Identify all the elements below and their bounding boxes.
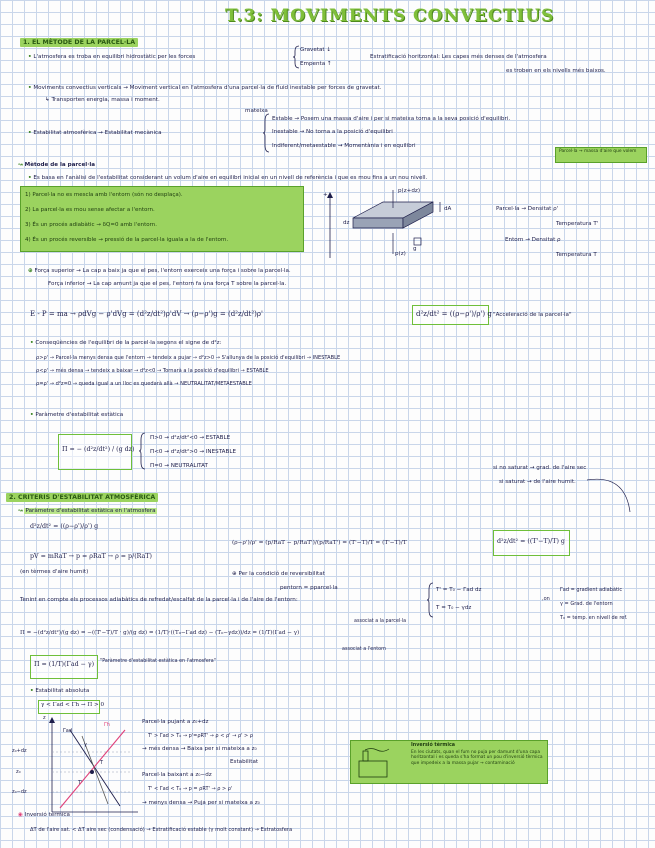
- graph-z0-minus-dz: z₀−dz: [12, 789, 27, 795]
- density-chain: (ρ−ρ')/ρ' = (p/RaT − p/RaT')/(p/RaT') = (T'−T)/T = (T'−T)/T: [232, 540, 407, 546]
- graph-z0: z₀: [16, 769, 21, 775]
- parcel-temperature: Temperatura T': [556, 221, 599, 227]
- assumption-item: 2) La parcel·la es mou sense afectar a l'entorn.: [25, 207, 155, 213]
- stratification-result: Estratificació horitzontal: Les capes més denses de l'atmosfera: [370, 54, 547, 60]
- assoc-parcel: associat a la parcel·la: [354, 619, 407, 624]
- newton-equation: E - P = ma → ρdVg − ρ'dVg = (d²z/dt²)ρ'dV → (ρ−ρ')g = (d²z/dt²)ρ': [30, 310, 263, 318]
- acceleration-label: "Acceleració de la parcel·la": [493, 312, 572, 318]
- lower-force-line: Força inferior → La cap amunt ja que el pes, l'entorn fa una força T sobre la parcel·la.: [48, 281, 287, 287]
- abs-line: → menys densa → Puja per si mateixa a z₀: [142, 800, 260, 806]
- graph-T-prime: T': [78, 780, 83, 786]
- assumption-item: 1) Parcel·la no es mescla amb l'entorn (són no desplaça).: [25, 192, 183, 198]
- pressure-equality: pentorn = pparcel·la: [280, 585, 338, 591]
- hydrostatic-text: L'atmosfera es troba en equilibri hidrostàtic per les forces: [33, 54, 196, 60]
- dz-label: dz: [343, 220, 350, 226]
- parameter-heading-text: Paràmetre d'estabilitat estàtica: [35, 412, 124, 418]
- consequence-neutral: ρ=ρ' → d²z=0 → queda igual a un lloc es quedarà allà → NEUTRALITAT/METAESTABLE: [36, 381, 252, 387]
- graph-gamma-ad: Γad: [63, 728, 73, 734]
- inversion-box: [350, 740, 548, 784]
- assumptions-box: [20, 186, 304, 252]
- stability-line: • Estabilitat atmosfèrica → Estabilitat mecànica: [28, 130, 162, 136]
- upper-force-text: Força superior → La cap a baix ja que el pes, l'entorn exerceix una força i sobre la parcel·la.: [34, 268, 291, 274]
- bottom-pressure-label: p(z): [395, 251, 406, 257]
- eq-accel-left: d²z/dt² = ((ρ−ρ')/ρ') g: [30, 523, 99, 530]
- ideal-gas-note: (en tèrmes d'aire humit): [20, 569, 89, 575]
- top-pressure-label: p(z+dz): [398, 188, 421, 194]
- parcel-badge: [555, 147, 647, 163]
- consequence-stable: ρ<ρ' → més densa → tendeix a baixar → d²z<0 → Tornarà a la posició d'equilibri → ESTABLE: [36, 368, 269, 374]
- graph-z-axis: z: [43, 715, 46, 721]
- parameter-heading: • Paràmetre d'estabilitat estàtica: [30, 412, 124, 418]
- assumption-item: 4) És un procés reversible → pressió de la parcel·la iguala a la de l'entorn.: [25, 237, 229, 243]
- param-note-dry: si no saturat → grad. de l'aire sec: [493, 465, 587, 471]
- graph-gamma: γ: [84, 742, 87, 748]
- inversion-heading: ◉ Inversió tèrmica: [18, 812, 70, 818]
- page-title: T.3: MOVIMENTS CONVECTIUS: [225, 6, 555, 26]
- arrow-curve-icon: [585, 474, 635, 514]
- gamma-env-def: γ = Grad. de l'entorn: [560, 601, 613, 607]
- assumption-item: 3) És un procés adiabàtic → δQ=0 amb l'entorn.: [25, 222, 158, 228]
- force-gravity: Gravetat ↓: [300, 47, 332, 53]
- inversion-box-text: En les ciutats, quan el fum no puja per damunt d'una capa horitzontal i es queda s'ha format un pou d'inversió tèrmica que impedeix a la massa pujar → contaminació: [411, 750, 543, 766]
- brace-icon: [292, 45, 300, 69]
- hydrostatic-line: • L'atmosfera es troba en equilibri hidrostàtic per les forces: [28, 54, 196, 60]
- unstable-option: Inestable → No torna a la posició d'equilibri: [272, 129, 393, 135]
- stratification-result-2: es troben en els nivells més baixos.: [506, 68, 606, 74]
- consequence-unstable: ρ>ρ' → Parcel·la menys densa que l'entorn → tendeix a pujar → d²z>0 → S'allunya de la posició d'equilibri → INESTABLE: [36, 355, 341, 361]
- parameter-formula: Π = − (d²z/dt²) / (g dz): [62, 446, 135, 453]
- gravity-label: g: [413, 246, 417, 252]
- section-2-heading: 2. CRITERIS D'ESTABILITAT ATMOSFÈRICA: [6, 493, 158, 502]
- stability-text: Estabilitat atmosfèrica → Estabilitat mecànica: [33, 130, 162, 136]
- pi-result-label: "Paràmetre d'estabilitat estàtica en l'atmosfera": [100, 659, 216, 664]
- abs-line: T' > Γad > T₀ → p'=ρRT' → ρ < ρ' → ρ' > ρ: [148, 733, 253, 739]
- neutral-option: Indiferent/metaestable → Momentània i en equilibri: [272, 143, 416, 149]
- t0-def: T₀ = temp. en nivell de ref.: [560, 615, 628, 621]
- parcel-density: Parcel·la → Densitat ρ': [496, 206, 559, 212]
- abs-line: T' < Γad < T₀ → p = ρRT' → ρ > ρ': [148, 786, 233, 792]
- parcel-temperature-eq: T' = T₀ − Γad dz: [436, 587, 482, 593]
- inversion-line: ΔT de l'aire sat. < ΔT aire sec (condensació) → Estratificació estable (γ molt constant) → Estratosfera: [30, 827, 293, 833]
- param-case-stable: Π>0 → d²z/dt²<0 → ESTABLE: [150, 435, 231, 441]
- environment-density: Entorn → Densitat ρ: [505, 237, 561, 243]
- pi-result-formula: Π = (1/T)(Γad − γ): [34, 661, 95, 668]
- factory-icon: [355, 747, 391, 779]
- section-2-sub: ↝ Paràmetre d'estabilitat estàtica en l'atmosfera: [18, 508, 156, 514]
- absolute-heading-text: Estabilitat absoluta: [35, 688, 90, 694]
- inversion-box-title: Inversió tèrmica: [411, 743, 456, 748]
- absolute-condition: γ < Γad < Γh → Π > 0: [41, 702, 105, 708]
- graph-gamma-h: Γh: [104, 722, 110, 728]
- upper-force-line: ⊕ Força superior → La cap a baix ja que el pes, l'entorn exerceix una força i sobre la parcel·la.: [28, 268, 291, 274]
- method-heading-text: Mètode de la parcel·la: [24, 162, 96, 168]
- up-label: +: [323, 192, 328, 198]
- graph-T: T: [100, 760, 104, 766]
- transport-line: ↳ Transporten energia, massa i moment.: [45, 97, 160, 103]
- reversibility-text: Per la condició de reversibilitat: [238, 571, 325, 577]
- assoc-environment: associat a l'entorn: [342, 647, 387, 652]
- abs-line: Parcel·la pujant a z₀+dz: [142, 719, 209, 725]
- parcel-badge-text: Parcel·la → massa d'aire que volem: [559, 149, 637, 154]
- graph-z0-plus-dz: z₀+dz: [12, 748, 27, 754]
- param-case-neutral: Π=0 → NEUTRALITAT: [150, 463, 208, 469]
- temperature-accel-formula: d²z/dt² = ((T'−T)/T) g: [497, 538, 565, 545]
- inversion-heading-text: Inversió tèrmica: [24, 812, 70, 818]
- adiabatic-line: Tenint en compte els processos adiabàtics de refredat/escalfat de la parcel·la i de l'aire de l'entorn:: [20, 597, 298, 603]
- method-text: Es basa en l'anàlisi de l'estabilitat considerant un volum d'aire en equilibri inicial en un nivell de referència i que es mou fins a un nou nivell.: [33, 175, 428, 181]
- stability-word: mateixa: [245, 108, 268, 114]
- stable-option: Estable → Posem una massa d'aire i per si mateixa torna a la seva posició d'equilibri.: [272, 116, 511, 122]
- reversibility-note: ⊕ Per la condició de reversibilitat: [232, 571, 325, 577]
- consequences-heading: • Conseqüències de l'equilibri de la parcel·la segons el signe de d²z:: [30, 340, 222, 346]
- param-note-saturated: si saturat → de l'aire humit.: [499, 479, 576, 485]
- parcel-diagram: [318, 188, 468, 260]
- convective-text: Moviments convectius verticals → Moviment vertical en l'atmosfera d'una parcel·la de fluid inestable per forces de gravetat.: [33, 85, 382, 91]
- pi-derivation: Π = −(d²z/dt²)/(g dz) = −((T'−T)/T · g)/(g dz) = (1/T)·((T₀−Γad dz) − (T₀−γdz))/dz = (1/T)(Γad − γ): [20, 630, 300, 636]
- abs-line: Estabilitat: [230, 759, 259, 765]
- abs-line: → més densa → Baixa per si mateixa a z₀: [142, 746, 257, 752]
- dA-label: dA: [444, 206, 452, 212]
- convective-line: • Moviments convectius verticals → Moviment vertical en l'atmosfera d'una parcel·la de fluid inestable per forces de gravetat.: [28, 85, 382, 91]
- section-1-heading: 1. EL MÈTODE DE LA PARCEL·LA: [20, 38, 138, 47]
- ideal-gas-equation: pV = mRaT → p = ρRaT → ρ = p/(RaT): [30, 553, 152, 560]
- acceleration-formula: d²z/dt² = ((ρ−ρ')/ρ') g: [416, 310, 492, 318]
- absolute-heading: • Estabilitat absoluta: [30, 688, 90, 694]
- abs-line: Parcel·la baixant a z₀−dz: [142, 772, 212, 778]
- brace-icon: [262, 113, 270, 153]
- environment-temperature-eq: T = T₀ − γdz: [436, 605, 472, 611]
- param-case-unstable: Π<0 → d²z/dt²>0 → INESTABLE: [150, 449, 237, 455]
- force-buoyancy: Empenta ↑: [300, 61, 332, 67]
- environment-temperature: Temperatura T: [556, 252, 597, 258]
- brace-icon: [138, 432, 146, 470]
- method-line: • Es basa en l'anàlisi de l'estabilitat considerant un volum d'aire en equilibri inicial en un nivell de referència i que es mou fins a un nou nivell.: [28, 175, 428, 181]
- method-heading: ↝ Mètode de la parcel·la: [18, 162, 96, 168]
- gamma-ad-def: Γad = gradient adiabàtic: [560, 587, 623, 593]
- section-2-sub-text: Paràmetre d'estabilitat estàtica en l'atmosfera: [25, 508, 156, 514]
- brace-icon: [426, 582, 434, 618]
- consequences-text: Conseqüències de l'equilibri de la parcel·la segons el signe de d²z:: [35, 340, 222, 346]
- on-label: ,on: [542, 596, 550, 602]
- stability-graph: [30, 716, 140, 816]
